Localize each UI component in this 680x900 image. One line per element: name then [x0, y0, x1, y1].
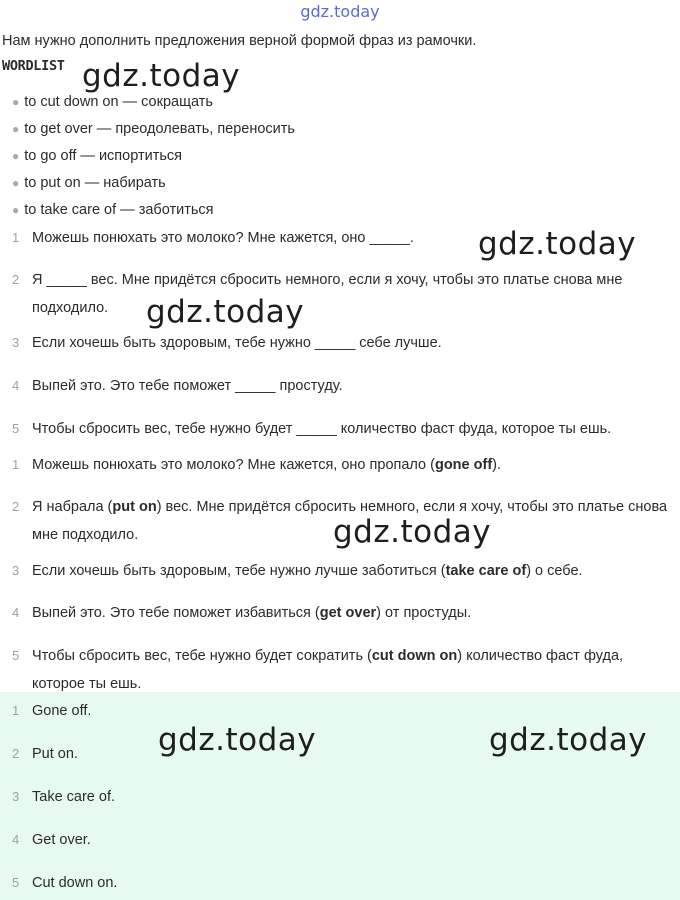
bullet-icon: ●: [12, 203, 20, 217]
intro-text: Нам нужно дополнить предложения верной формой фраз из рамочки.: [2, 33, 477, 49]
exercise-item: 1 Можешь понюхать это молоко? Мне кажется, оно _____.: [12, 230, 414, 246]
translation-item: 3 Если хочешь быть здоровым, тебе нужно лучше заботиться (take care of) о себе.: [12, 563, 583, 579]
answer-item: 1 Gone off.: [12, 703, 92, 719]
watermark: gdz.today: [333, 514, 492, 550]
exercise-item: 3 Если хочешь быть здоровым, тебе нужно _____ себе лучше.: [12, 335, 442, 351]
translation-item: 1 Можешь понюхать это молоко? Мне кажется, оно пропало (gone off).: [12, 457, 502, 473]
bullet-icon: ●: [12, 176, 20, 190]
bullet-icon: ●: [12, 122, 20, 136]
answer-item: 2 Put on.: [12, 746, 78, 762]
exercise-item: 5 Чтобы сбросить вес, тебе нужно будет _____ количество фаст фуда, которое ты ешь.: [12, 421, 612, 437]
watermark: gdz.today: [82, 58, 241, 94]
bullet-icon: ●: [12, 95, 20, 109]
translation-item: 4 Выпей это. Это тебе поможет избавиться (get over) от простуды.: [12, 605, 472, 621]
wordlist-item: ● to take care of — заботиться: [12, 202, 214, 218]
translation-item: 2 Я набрала (put on) вес. Мне придётся сбросить немного, если я хочу, чтобы это платье снова мне подходило.: [12, 499, 668, 543]
watermark: gdz.today: [146, 294, 305, 330]
answer-phrase: cut down on: [371, 648, 458, 664]
answer-item: 5 Cut down on.: [12, 875, 118, 891]
answer-phrase: get over: [319, 605, 377, 621]
wordlist-item: ● to put on — набирать: [12, 175, 166, 191]
wordlist-title: WORDLIST: [2, 58, 65, 74]
watermark: gdz.today: [489, 722, 648, 758]
answer-phrase: gone off: [434, 457, 493, 473]
wordlist-item: ● to get over — преодолевать, переносить: [12, 121, 295, 137]
watermark: gdz.today: [158, 722, 317, 758]
wordlist-item: ● to cut down on — сокращать: [12, 94, 213, 110]
answer-phrase: take care of: [445, 563, 527, 579]
bullet-icon: ●: [12, 149, 20, 163]
exercise-item: 4 Выпей это. Это тебе поможет _____ простуду.: [12, 378, 343, 394]
watermark: gdz.today: [478, 226, 637, 262]
answer-item: 4 Get over.: [12, 832, 91, 848]
answer-phrase: put on: [112, 499, 157, 515]
wordlist-item: ● to go off — испортиться: [12, 148, 182, 164]
header-watermark: gdz.today: [300, 2, 380, 21]
translation-item: 5 Чтобы сбросить вес, тебе нужно будет сократить (cut down on) количество фаст фуда, которое ты ешь.: [12, 648, 624, 692]
exercise-item: 2 Я _____ вес. Мне придётся сбросить немного, если я хочу, чтобы это платье снова мне подходило.: [12, 272, 623, 316]
answer-item: 3 Take care of.: [12, 789, 116, 805]
